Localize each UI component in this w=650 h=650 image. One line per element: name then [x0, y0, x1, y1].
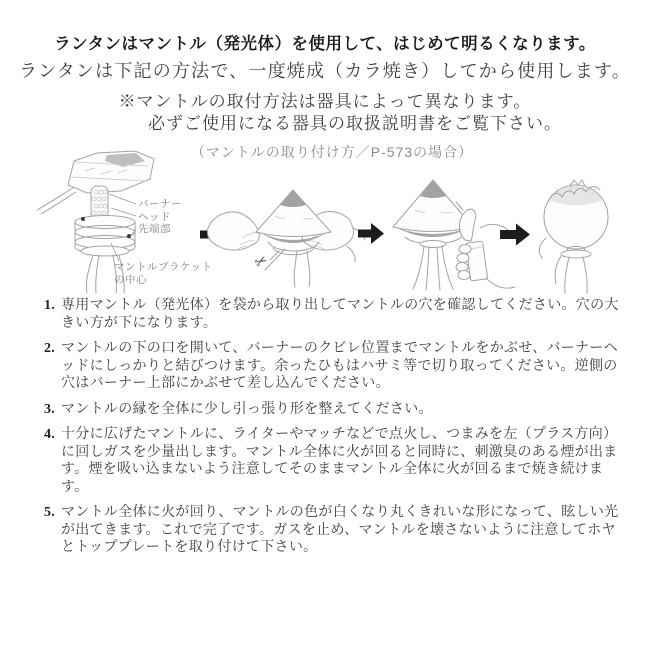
- note-line-2: 必ずご使用になる器具の取扱説明書をご覧下さい。: [148, 114, 562, 133]
- label-burner-head-tip: [138, 198, 182, 236]
- label-bracket-center-line: マントルブラケット: [114, 261, 213, 273]
- label-bracket-center: [114, 261, 212, 286]
- label-burner-head-tip-line: ヘッド: [138, 210, 171, 223]
- steps-list: [44, 297, 624, 565]
- diagram-caption: （マントルの取り付け方／P-573の場合）: [190, 144, 474, 160]
- fig-stretch-mantle: [207, 190, 365, 287]
- step-number: 1.: [44, 298, 56, 313]
- step-number: 2.: [44, 341, 56, 356]
- page-title: ランタンはマントル（発光体）を使用して、はじめて明るくなります。: [54, 35, 596, 53]
- step-item-4: [44, 426, 624, 496]
- step-text: マントル全体に火が回り、マントルの色が白くなり丸くきれいな形になって、眩しい光が出てきます。これで完了です。ガスを止め、マントルを壊さないように注意してホヤとトッププレートを取り付けて下さい。: [61, 505, 619, 555]
- scissors-icon: ✂: [252, 252, 271, 273]
- step-item-1: [44, 297, 624, 332]
- step-number: 4.: [44, 427, 56, 442]
- label-bracket-center-line: の中心: [114, 273, 147, 286]
- step-text: 専用マントル（発光体）を袋から取り出してマントルの穴を確認してください。穴の大きい方が下になります。: [61, 298, 619, 331]
- step-item-5: [44, 504, 624, 557]
- step-text: マントルの下の口を開いて、バーナーのクビレ位置までマントルをかぶせ、バーナーヘッドにしっかりと結びつけます。余ったひもはハサミ等で切り取ってください。逆側の穴はバーナー上部にかぶせて差し込んでください。: [61, 341, 618, 391]
- note-line-1: ※マントルの取付方法は器具によって異なります。: [118, 92, 532, 111]
- label-burner-head-tip-line: 先端部: [138, 223, 171, 235]
- arrow-right-icon: [358, 223, 384, 244]
- step-item-3: [44, 401, 624, 419]
- step-text: マントルの縁を全体に少し引っ張り形を整えてください。: [61, 401, 433, 417]
- subtitle: ランタンは下記の方法で、一度焼成（カラ焼き）してから使用します。: [19, 61, 631, 81]
- step-number: 3.: [44, 401, 56, 417]
- arrow-right-icon: [500, 224, 530, 246]
- step-item-2: [44, 340, 624, 393]
- fig-ignite-mantle: [393, 180, 515, 290]
- label-burner-head-tip-line: バーナー: [138, 198, 182, 210]
- step-text: 十分に広げたマントルに、ライターやマッチなどで点火し、つまみを左（プラス方向）に回しガスを少量出します。マントル全体に火が回ると同時に、刺激臭のある煙が出ます。煙を吸い込まないよう注意してそのままマントル全体に火が回るまで焼き続けます。: [61, 427, 618, 495]
- step-number: 5.: [44, 505, 56, 520]
- fig-burned-mantle: [539, 180, 608, 293]
